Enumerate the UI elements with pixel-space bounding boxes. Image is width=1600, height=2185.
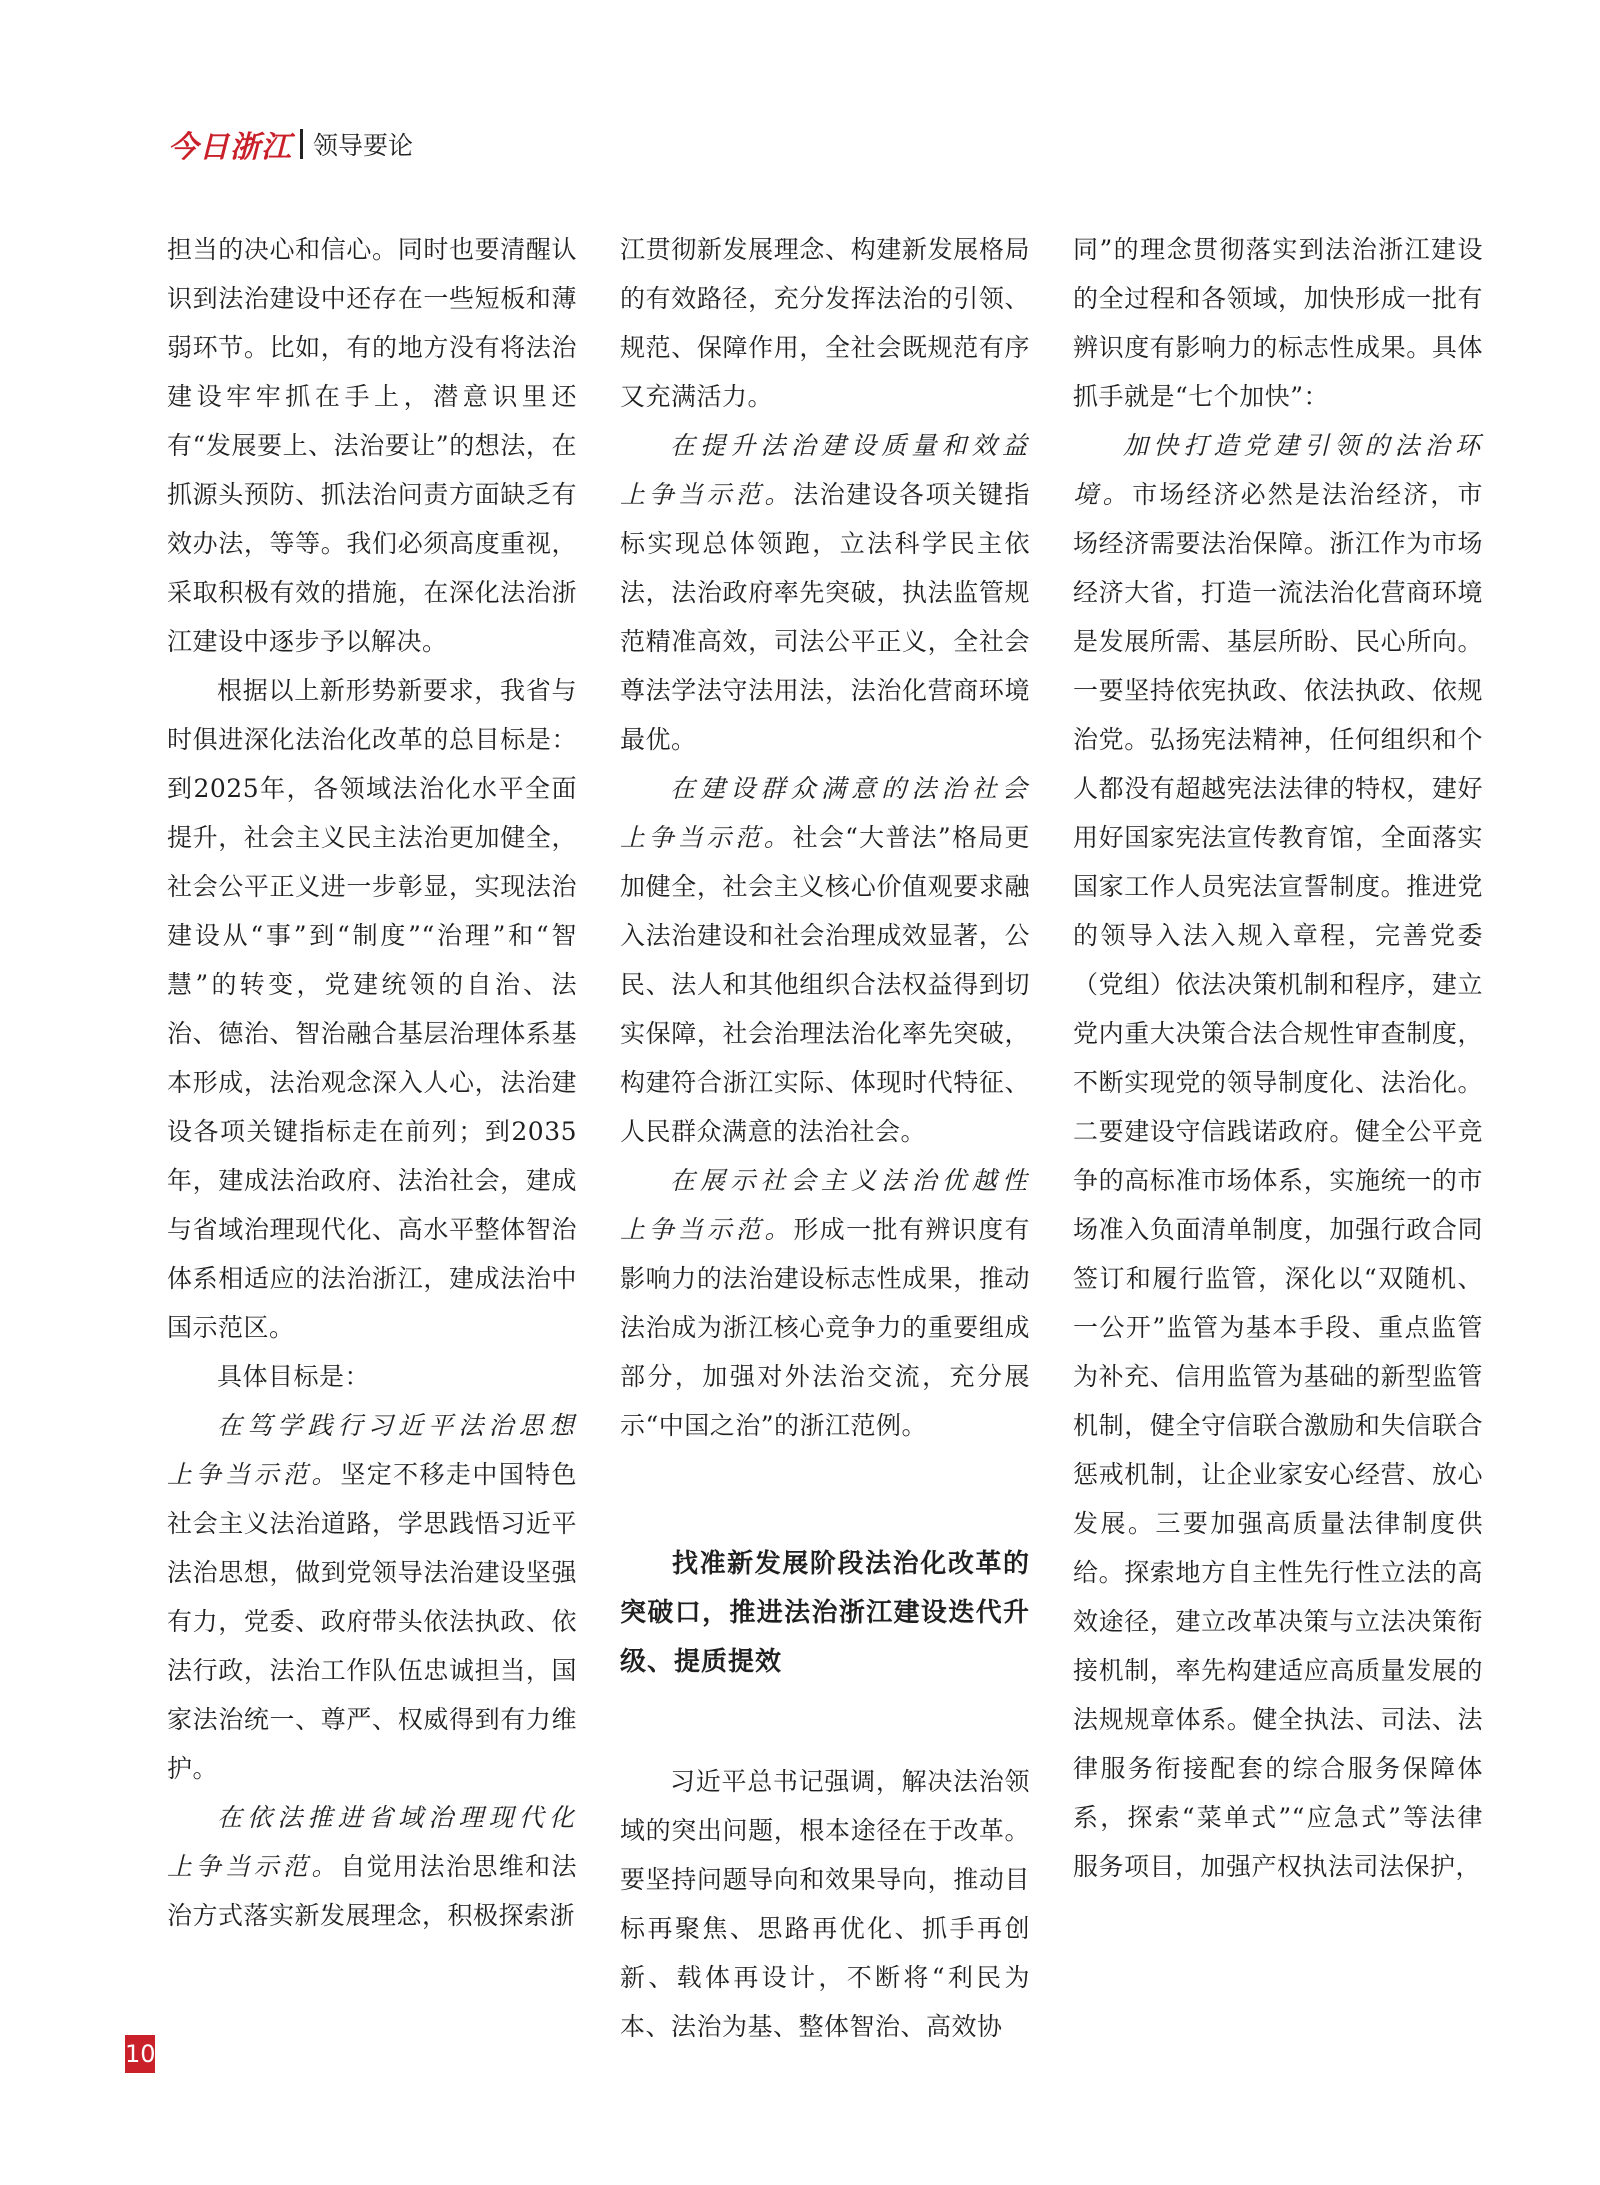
- paragraph: [167, 1793, 577, 1940]
- item-lead: 在笃学践行习近平法治思想上争当示范。: [167, 1411, 577, 1489]
- item-text: 市场经济必然是法治经济，市场经济需要法治保障。浙江作为市场经济大省，打造一流法治化营商环境是发展所需、基层所盼、民心所向。一要坚持依宪执政、依法执政、依规治党。弘扬宪法精神，任何组织和个人都没有超越宪法法律的特权，建好用好国家宪法宣传教育馆，全面落实国家工作人员宪法宣誓制度。推进党的领导入法入规入章程，完善党委（党组）依法决策机制和程序，建立党内重大决策合法合规性审查制度，不断实现党的领导制度化、法治化。二要建设守信践诺政府。健全公平竞争的高标准市场体系，实施统一的市场准入负面清单制度，加强行政合同签订和履行监管，深化以“双随机、一公开”监管为基本手段、重点监管为补充、信用监管为基础的新型监管机制，健全守信联合激励和失信联合惩戒机制，让企业家安心经营、放心发展。三要加强高质量法律制度供给。探索地方自主性先行性立法的高效途径，建立改革决策与立法决策衔接机制，率先构建适应高质量发展的法规规章体系。健全执法、司法、法律服务衔接配套的综合服务保障体系，探索“菜单式”“应急式”等法律服务项目，加强产权执法司法保护，: [1073, 480, 1483, 1881]
- column-2: [620, 225, 1030, 2051]
- paragraph: 具体目标是：: [217, 1362, 371, 1391]
- paragraph: [620, 421, 1030, 764]
- item-lead: 在展示社会主义法治优越性上争当示范。: [620, 1166, 1030, 1244]
- item-lead: 在建设群众满意的法治社会上争当示范。: [620, 774, 1030, 852]
- paragraph: [620, 1156, 1030, 1450]
- item-text: 社会“大普法”格局更加健全，社会主义核心价值观要求融入法治建设和社会治理成效显著，公民、法人和其他组织合法权益得到切实保障，社会治理法治化率先突破，构建符合浙江实际、体现时代特征、人民群众满意的法治社会。: [620, 823, 1030, 1146]
- paragraph: [1073, 421, 1483, 1891]
- item-text: 自觉用法治思维和法治方式落实新发展理念，积极探索浙: [167, 1852, 577, 1930]
- paragraph: 担当的决心和信心。同时也要清醒认识到法治建设中还存在一些短板和薄弱环节。比如，有的地方没有将法治建设牢牢抓在手上，潜意识里还有“发展要上、法治要让”的想法，在抓源头预防、抓法治问责方面缺乏有效办法，等等。我们必须高度重视，采取积极有效的措施，在深化法治浙江建设中逐步予以解决。: [167, 235, 577, 656]
- paragraph: 根据以上新形势新要求，我省与时俱进深化法治化改革的总目标是：到2025年，各领域法治化水平全面提升，社会主义民主法治更加健全，社会公平正义进一步彰显，实现法治建设从“事”到“制度”“治理”和“智慧”的转变，党建统领的自治、法治、德治、智治融合基层治理体系基本形成，法治观念深入人心，法治建设各项关键指标走在前列；到2035年，建成法治政府、法治社会，建成与省域治理现代化、高水平整体智治体系相适应的法治浙江，建成法治中国示范区。: [167, 676, 577, 1342]
- paragraph: [620, 764, 1030, 1156]
- paragraph: 习近平总书记强调，解决法治领域的突出问题，根本途径在于改革。要坚持问题导向和效果导向，推动目标再聚焦、思路再优化、抓手再创新、载体再设计，不断将“利民为本、法治为基、整体智治、高效协: [620, 1767, 1030, 2041]
- paragraph: 江贯彻新发展理念、构建新发展格局的有效路径，充分发挥法治的引领、规范、保障作用，全社会既规范有序又充满活力。: [620, 235, 1030, 411]
- magazine-logo: 今日浙江: [168, 130, 292, 165]
- paragraph: 同”的理念贯彻落实到法治浙江建设的全过程和各领域，加快形成一批有辨识度有影响力的标志性成果。具体抓手就是“七个加快”：: [1073, 235, 1483, 411]
- section-heading: 找准新发展阶段法治化改革的突破口，推进法治浙江建设迭代升级、提质提效: [620, 1549, 1030, 1677]
- item-lead: 在依法推进省域治理现代化上争当示范。: [167, 1803, 577, 1881]
- page-number: 10: [125, 2035, 155, 2073]
- header-divider: [300, 129, 303, 159]
- page-header: [168, 124, 413, 164]
- item-text: 形成一批有辨识度有影响力的法治建设标志性成果，推动法治成为浙江核心竞争力的重要组成部分，加强对外法治交流，充分展示“中国之治”的浙江范例。: [620, 1215, 1030, 1440]
- item-text: 坚定不移走中国特色社会主义法治道路，学思践悟习近平法治思想，做到党领导法治建设坚强有力，党委、政府带头依法执政、依法行政，法治工作队伍忠诚担当，国家法治统一、尊严、权威得到有力维护。: [167, 1460, 577, 1783]
- item-lead: 加快打造党建引领的法治环境。: [1073, 431, 1483, 509]
- item-text: 法治建设各项关键指标实现总体领跑，立法科学民主依法，法治政府率先突破，执法监管规范精准高效，司法公平正义，全社会尊法学法守法用法，法治化营商环境最优。: [620, 480, 1030, 754]
- item-lead: 在提升法治建设质量和效益上争当示范。: [620, 431, 1030, 509]
- column-1: [167, 225, 577, 1940]
- section-title: 领导要论: [313, 131, 414, 160]
- paragraph: [167, 1401, 577, 1793]
- column-3: [1073, 225, 1483, 1891]
